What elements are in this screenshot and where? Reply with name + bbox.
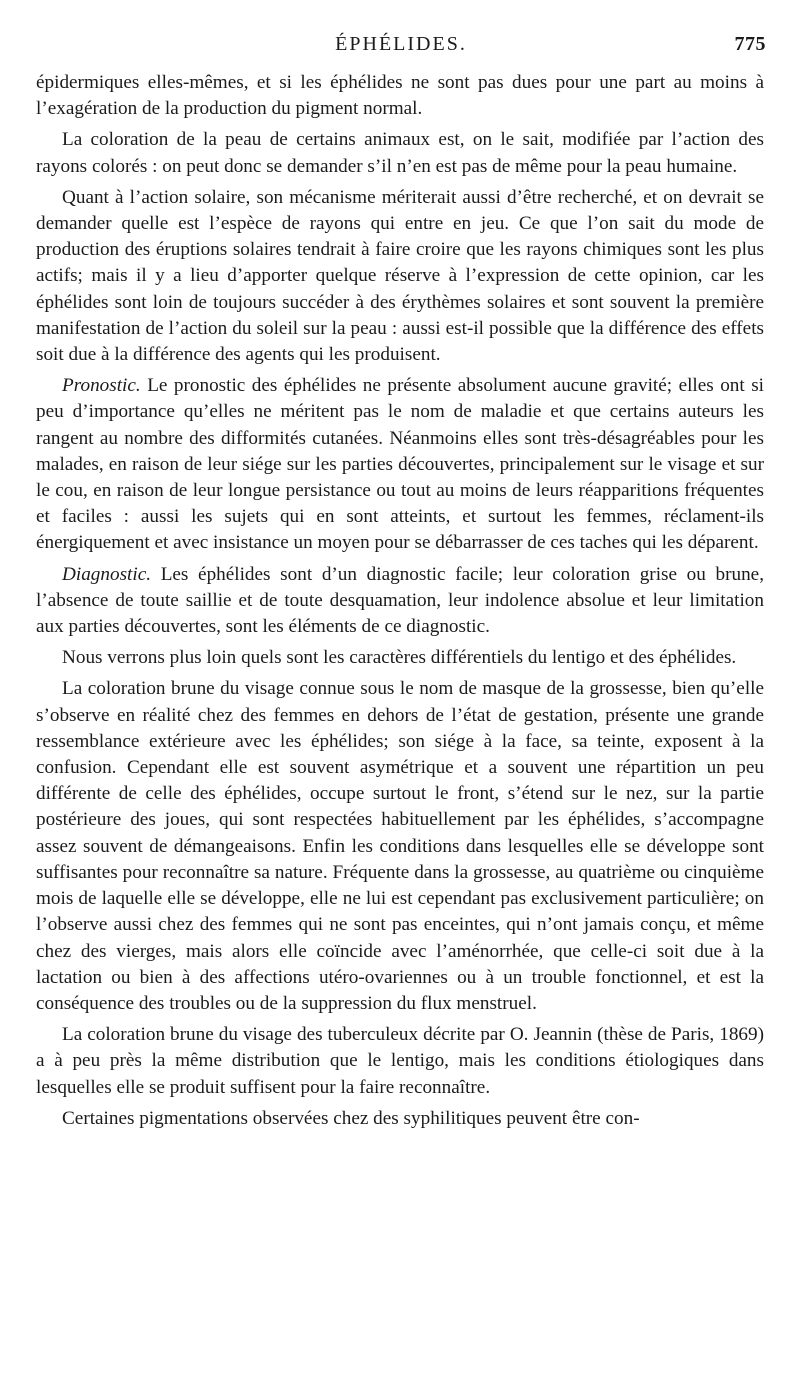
paragraph-pronostic [36, 373, 764, 556]
paragraph-text: épidermiques elles-mêmes, et si les éphélides ne sont pas dues pour une part au moins à l’exagération de la production du pigment normal. [36, 72, 764, 120]
section-rubric-pronostic: Pronostic. [62, 375, 141, 397]
paragraph-text: La coloration de la peau de certains animaux est, on le sait, modifiée par l’action des rayons colorés : on peut donc se demander s’il n’en est pas de même pour la peau humaine. [36, 129, 764, 177]
paragraph [36, 645, 764, 671]
page-number: 775 [734, 33, 766, 55]
running-title: ÉPHÉLIDES. [335, 33, 467, 55]
paragraph-text: Quant à l’action solaire, son mécanisme mériterait aussi d’être recherché, et on devrait se demander quelle est l’espèce de rayons qui entre en jeu. Ce que l’on sait du mode de production des éruptions solaires tendrait à faire croire que les rayons chimiques sont les plus actifs; mais il y a lieu d’apporter quelque réserve à l’expression de cette opinion, car les éphélides sont loin de toujours succéder à des érythèmes solaires et sont souvent la première manifestation de l’action du soleil sur la peau : aussi est-il possible que la différence des effets soit due à la différence des agents qui les produisent. [36, 186, 764, 366]
paragraph-diagnostic [36, 562, 764, 641]
paragraph-text: Nous verrons plus loin quels sont les caractères différentiels du lentigo et des éphélides. [62, 647, 737, 669]
paragraph [36, 676, 764, 1017]
paragraph-text: La coloration brune du visage connue sous le nom de masque de la grossesse, bien qu’elle s’observe en réalité chez des femmes en dehors de l’état de gestation, présente une grande ressemblance extérieure avec les éphélides; son siége à la face, sa teinte, exposent à la confusion. Cependant elle est souvent asymétrique et a souvent une répartition un peu différente de celle des éphélides, occupe surtout le front, s’étend sur le nez, sur la partie postérieure des joues, qui sont respectées habituellement par les éphélides, s’accompagne assez souvent de démangeaisons. Enfin les conditions dans lesquelles elle se développe sont suffisantes pour reconnaître sa nature. Fréquente dans la grossesse, au quatrième ou cinquième mois de laquelle elle se développe, elle ne lui est cependant pas exclusivement particulière; on l’observe aussi chez des femmes qui ne sont pas enceintes, qui n’ont jamais conçu, et même chez des vierges, mais alors elle coïncide avec l’aménorrhée, que celle-ci soit due à la lactation ou bien à des affections utéro-ovariennes ou à un trouble fonctionnel, et est la conséquence des troubles ou de la suppression du flux menstruel. [36, 678, 764, 1014]
paragraph [36, 185, 764, 368]
body-text [36, 70, 764, 1137]
paragraph [36, 127, 764, 179]
paragraph-text: Le pronostic des éphélides ne présente absolument aucune gravité; elles ont si peu d’importance qu’elles ne méritent pas le nom de maladie et que certains auteurs les rangent au nombre des difformités cutanées. Néanmoins elles sont très-désagréables pour les malades, en raison de leur siége sur les parties découvertes, principalement sur le visage et sur le cou, en raison de leur longue persistance ou tout au moins de leurs réapparitions fréquentes et faciles : aussi les sujets qui en sont atteints, et surtout les femmes, réclament-ils énergiquement et avec insistance un moyen pour se débarrasser de ces taches qui les déparent. [36, 375, 765, 554]
paragraph [36, 1022, 764, 1101]
section-rubric-diagnostic: Diagnostic. [62, 563, 152, 585]
paragraph-text: Certaines pigmentations observées chez des syphilitiques peuvent être con- [62, 1107, 640, 1129]
paragraph-text: Les éphélides sont d’un diagnostic facile; leur coloration grise ou brune, l’absence de toute saillie et de toute desquamation, leur indolence absolue et leur limitation aux parties découvertes, sont les éléments de ce diagnostic. [36, 563, 764, 638]
running-header [36, 33, 766, 61]
paragraph-text: La coloration brune du visage des tuberculeux décrite par O. Jeannin (thèse de Paris, 1869) a à peu près la même distribution que le lentigo, mais les conditions étiologiques dans lesquelles elle se produit suffisent pour la faire reconnaître. [36, 1024, 764, 1098]
paragraph [36, 1106, 764, 1132]
paragraph [36, 70, 764, 122]
